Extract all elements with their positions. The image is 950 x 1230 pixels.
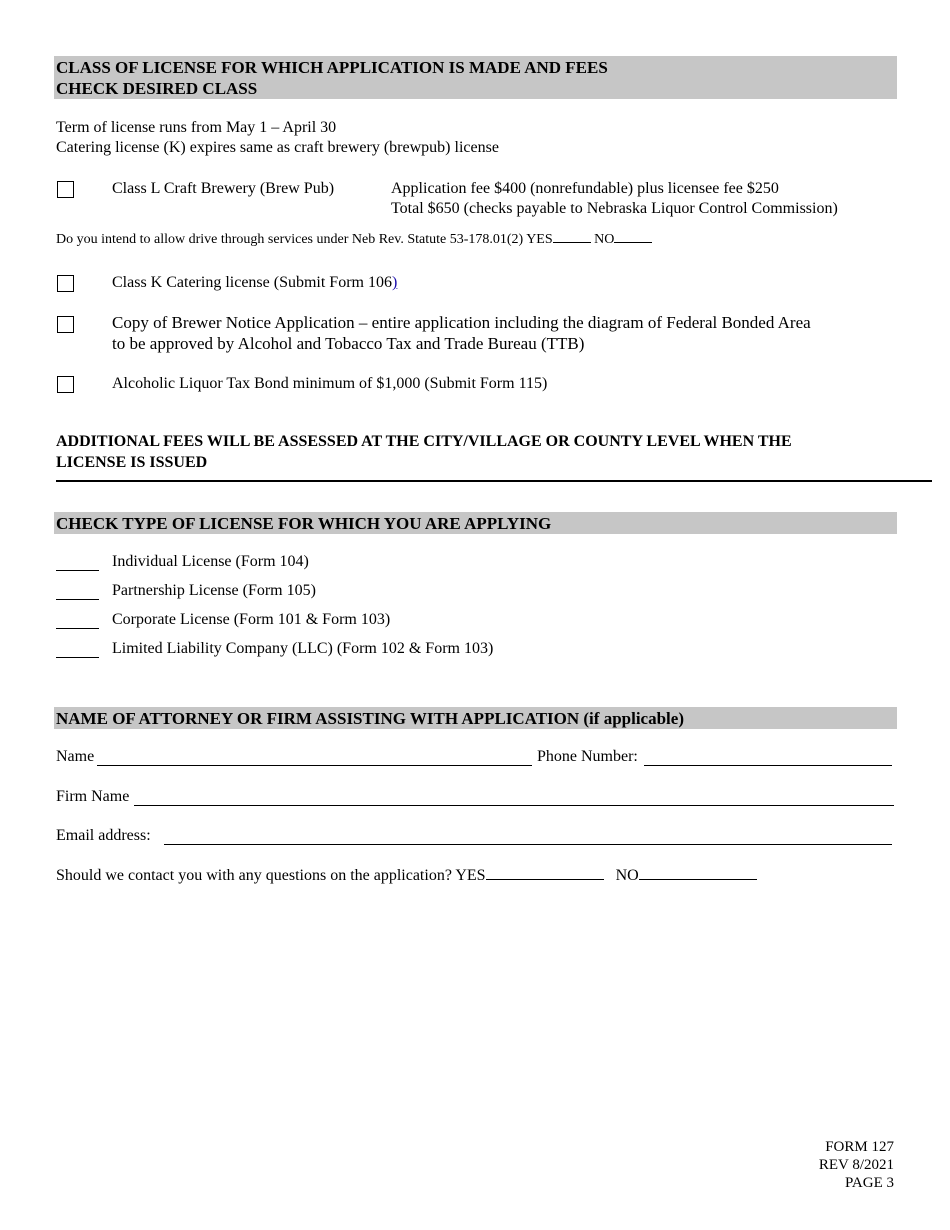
class-section-header-line1: CLASS OF LICENSE FOR WHICH APPLICATION IS MADE AND FEES	[56, 58, 608, 77]
contact-yes-blank[interactable]	[486, 866, 604, 880]
license-type-partnership: Partnership License (Form 105)	[112, 582, 316, 599]
drive-through-no-label: NO	[594, 232, 615, 247]
class-k-checkbox[interactable]	[57, 275, 74, 292]
type-section-header-text: CHECK TYPE OF LICENSE FOR WHICH YOU ARE APPLYING	[56, 514, 552, 533]
attorney-name-field[interactable]	[97, 765, 532, 766]
class-k-label: Class K Catering license (Submit Form 106	[112, 274, 392, 291]
term-text: Term of license runs from May 1 – April 30	[56, 119, 337, 136]
license-type-blank-individual[interactable]	[56, 570, 99, 571]
tax-bond-checkbox[interactable]	[57, 376, 74, 393]
license-type-blank-corporate[interactable]	[56, 628, 99, 629]
attorney-phone-label: Phone Number:	[537, 748, 638, 765]
brewer-notice-line2: to be approved by Alcohol and Tobacco Tax and Trade Bureau (TTB)	[112, 334, 585, 353]
fees-notice-line2: LICENSE IS ISSUED	[56, 454, 208, 471]
page-number: PAGE 3	[844, 1175, 894, 1191]
license-type-blank-llc[interactable]	[56, 657, 99, 658]
license-type-corporate: Corporate License (Form 101 & Form 103)	[112, 611, 391, 628]
contact-question	[56, 866, 757, 885]
attorney-section-header	[54, 707, 897, 729]
drive-through-text: Do you intend to allow drive through services under Neb Rev. Statute 53-178.01(2) YES	[56, 232, 553, 247]
contact-no-label: NO	[615, 867, 639, 884]
brewer-notice-checkbox[interactable]	[57, 316, 74, 333]
form-number: FORM 127	[825, 1139, 894, 1155]
drive-through-yes-blank[interactable]	[553, 229, 591, 243]
contact-question-text: Should we contact you with any questions on the application? YES	[56, 867, 486, 884]
brewer-notice-line1: Copy of Brewer Notice Application – entire application including the diagram of Federal Bonded Area	[112, 313, 811, 332]
email-label: Email address:	[56, 827, 151, 844]
class-l-checkbox[interactable]	[57, 181, 74, 198]
fees-notice-line1: ADDITIONAL FEES WILL BE ASSESSED AT THE CITY/VILLAGE OR COUNTY LEVEL WHEN THE	[56, 433, 792, 450]
class-k-line	[112, 274, 397, 292]
drive-through-question	[56, 229, 652, 248]
catering-expire-text: Catering license (K) expires same as craft brewery (brewpub) license	[56, 139, 499, 156]
attorney-name-label: Name	[56, 748, 95, 765]
class-section-header-line2: CHECK DESIRED CLASS	[56, 79, 258, 98]
drive-through-no-blank[interactable]	[614, 229, 652, 243]
form-106-link[interactable]: )	[391, 274, 398, 291]
license-type-individual: Individual License (Form 104)	[112, 553, 309, 570]
section-divider	[56, 480, 932, 482]
class-l-fee-line1: Application fee $400 (nonrefundable) plus licensee fee $250	[391, 180, 779, 197]
contact-no-blank[interactable]	[639, 866, 757, 880]
license-type-blank-partnership[interactable]	[56, 599, 99, 600]
type-section-header	[54, 512, 897, 534]
attorney-phone-field[interactable]	[644, 765, 892, 766]
firm-name-label: Firm Name	[56, 788, 130, 805]
class-section-header	[54, 56, 897, 99]
attorney-section-header-text: NAME OF ATTORNEY OR FIRM ASSISTING WITH APPLICATION (if applicable)	[56, 709, 684, 728]
form-revision: REV 8/2021	[818, 1157, 894, 1173]
firm-name-field[interactable]	[134, 805, 894, 806]
class-l-fee-line2: Total $650 (checks payable to Nebraska Liquor Control Commission)	[391, 200, 838, 217]
license-type-llc: Limited Liability Company (LLC) (Form 102 & Form 103)	[112, 640, 494, 657]
class-l-label: Class L Craft Brewery (Brew Pub)	[112, 180, 335, 197]
tax-bond-label: Alcoholic Liquor Tax Bond minimum of $1,000 (Submit Form 115)	[112, 375, 548, 392]
email-field[interactable]	[164, 844, 892, 845]
